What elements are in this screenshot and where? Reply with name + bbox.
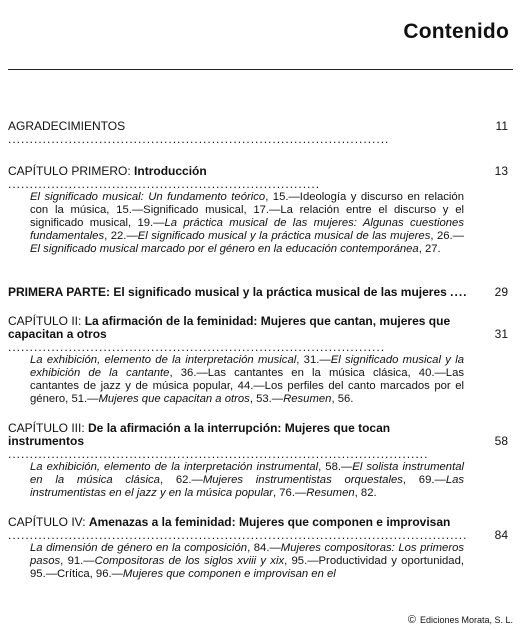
chapter-title: De la afirmación a la interrupción: Mujeres que tocan instrumentos <box>8 421 391 448</box>
section-text: , 22.— <box>104 230 138 242</box>
section-text: , 36.—Las cantantes en la música clásica, 40.—Las cantantes de jazz y de música popular, 44.—Los perfiles del canto marcados por el género, 51.— <box>30 367 464 405</box>
chapter-title: La afirmación de la feminidad: Mujeres que cantan, mujeres que capacitan a otros <box>8 314 451 341</box>
chapter-title: Introducción <box>134 164 207 178</box>
chapter-sections <box>8 542 508 581</box>
section-title: Las instrumentistas en el jazz y en la música popular <box>30 474 465 499</box>
page-title: Contenido <box>403 20 509 43</box>
chapter-prefix: CAPÍTULO II: <box>8 314 85 328</box>
section-title: El significado musical: Un fundamento teórico <box>30 191 266 203</box>
section-title: La exhibición, elemento de la interpretación musical <box>30 354 297 366</box>
publisher-footer <box>408 614 513 626</box>
leader-dots: ........................................................................................ <box>8 132 390 146</box>
section-title: Mujeres que capacitan a otros <box>98 393 250 405</box>
chapter-sections <box>8 191 508 256</box>
section-title: La práctica musical de las mujeres: Algunas cuestiones fundamentales <box>30 217 464 242</box>
section-title: Mujeres que componen e improvisan en el <box>122 568 336 580</box>
page-number: 31 <box>494 327 508 341</box>
section-text: , 82. <box>354 487 377 499</box>
publisher-name: Ediciones Morata, S. L. <box>419 615 513 625</box>
chapter-prefix: CAPÍTULO III: <box>8 421 89 435</box>
section-title: Mujeres instrumentistas orquestales <box>202 474 403 486</box>
toc-entry-part-1 <box>8 286 508 299</box>
chapter-title: Amenazas a la feminidad: Mujeres que componen e improvisan <box>88 515 451 529</box>
section-title: El significado musical y la exhibición de la cantante <box>30 354 464 379</box>
section-title: El significado musical y la práctica musical de las mujeres <box>137 230 431 242</box>
section-text: , 95.—Productividad y oportunidad, 95.—Crítica, 96.— <box>30 555 464 580</box>
title-rule <box>8 69 513 70</box>
section-text: , 56. <box>331 393 354 405</box>
copyright-symbol: © <box>407 614 416 626</box>
leader-dots: ........................................................................ <box>8 177 321 191</box>
section-text: , 31.— <box>296 354 331 366</box>
entry-label: AGRADECIMIENTOS <box>8 119 126 133</box>
part-prefix: PRIMERA PARTE: <box>8 285 114 299</box>
section-text: , 58.— <box>318 461 353 473</box>
section-text: , 69.— <box>402 474 446 486</box>
section-text: , 91.— <box>60 555 95 567</box>
section-text: , 76.— <box>273 487 307 499</box>
toc-entry-chapter-1 <box>8 165 508 256</box>
section-title: Compositoras de los siglos xviii y xix <box>94 555 285 567</box>
chapter-prefix: CAPÍTULO IV: <box>8 515 89 529</box>
toc-entry-chapter-2 <box>8 315 508 406</box>
section-text: , 26.— <box>430 230 464 242</box>
page-number: 58 <box>494 434 508 448</box>
section-title: Mujeres compositoras: Los primeros pasos <box>30 542 465 567</box>
section-title: Resumen <box>306 487 355 499</box>
leader-dots: .... <box>450 285 468 299</box>
page-number: 84 <box>494 528 508 542</box>
toc-entry-chapter-3 <box>8 422 508 500</box>
leader-dots: .......................................................................................................... <box>8 528 468 542</box>
leader-dots: ....................................................................................... <box>8 340 386 354</box>
part-title: El significado musical y la práctica musical de las mujeres <box>113 285 447 299</box>
table-of-contents <box>8 120 508 581</box>
section-text: , 27. <box>418 243 441 255</box>
section-text: , 15.—Ideología y discurso en relación con la música, 15.—Significado musical, 17.—La relación entre el discurso y el significado musical, 19.— <box>30 191 464 229</box>
leader-dots: ................................................................................................. <box>8 447 429 461</box>
section-title: El significado musical marcado por el género en la educación contemporánea <box>30 243 419 255</box>
section-text: , 84.— <box>247 542 281 554</box>
section-title: La dimensión de género en la composición <box>30 542 248 554</box>
section-title: La exhibición, elemento de la interpretación instrumental <box>30 461 319 473</box>
page-number: 13 <box>494 164 508 178</box>
chapter-sections <box>8 354 508 406</box>
section-text: , 62.— <box>159 474 203 486</box>
section-text: , 53.— <box>249 393 284 405</box>
section-title: El solista instrumental en la música clásica <box>30 461 465 486</box>
section-title: Resumen <box>283 393 332 405</box>
toc-entry-agradecimientos <box>8 120 508 146</box>
chapter-sections <box>8 461 508 500</box>
chapter-prefix: CAPÍTULO PRIMERO: <box>8 164 135 178</box>
page-number: 11 <box>495 119 508 133</box>
toc-entry-chapter-4 <box>8 516 508 581</box>
page-number: 29 <box>494 285 508 299</box>
